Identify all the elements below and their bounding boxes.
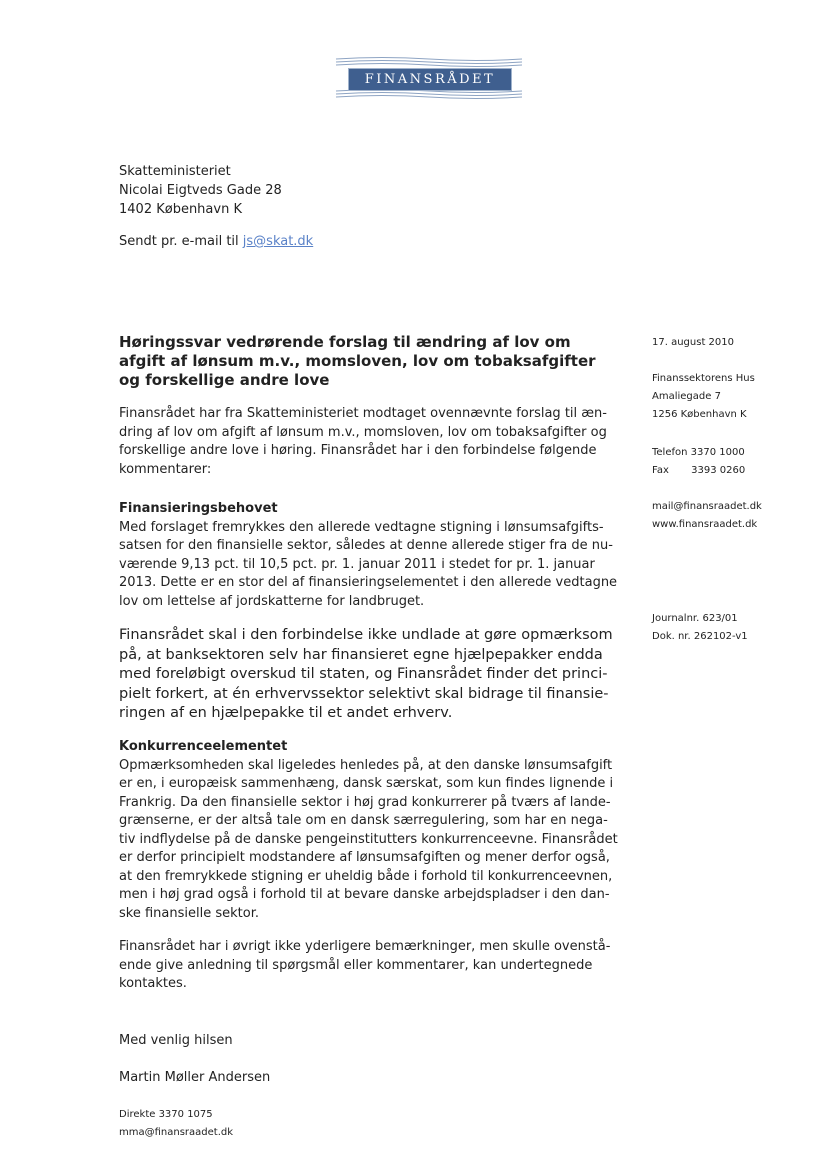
text-line: Finansrådet skal i den forbindelse ikke undlade at gøre opmærksom [119,627,613,643]
text-line: kontaktes. [119,976,187,991]
text-line: tiv indflydelse på de danske pengeinstitutters konkurrenceevne. Finansrådet [119,831,618,847]
letter-date: 17. august 2010 [652,337,734,348]
greeting: Med venlig hilsen [119,1033,233,1048]
section-konkurrenceelementet [119,738,619,923]
sender-website[interactable]: www.finansraadet.dk [652,519,758,530]
text-line: værende 9,13 pct. til 10,5 pct. pr. 1. januar 2011 i stedet for pr. 1. januar [119,556,595,572]
document-title [119,333,639,390]
recipient-email-link[interactable]: js@skat.dk [242,234,314,249]
text-line: at den fremrykkede stigning er uheldig både i forhold til konkurrenceevnen, [119,868,613,884]
text-line: dring af lov om afgift af lønsum m.v., momsloven, lov om tobaksafgifter og [119,424,607,440]
text-line: Opmærksomheden skal ligeledes henledes på, at den danske lønsumsafgift [119,757,613,773]
text-line: er en, i europæisk sammenhæng, dansk særskat, som kun findes lignende i [119,776,614,791]
recipient-line: Nicolai Eigtveds Gade 28 [119,183,282,198]
text-line: Frankrig. Da den finansielle sektor i høj grad konkurrerer på tværs af lande- [119,794,611,810]
sender-address-line: 1256 København K [652,409,747,420]
recipient-line: 1402 København K [119,202,242,217]
signatory-email[interactable]: mma@finansraadet.dk [119,1127,234,1138]
text-line: Finansrådet har i øvrigt ikke yderligere bemærkninger, men skulle ovenstå- [119,939,611,954]
text-line: Finansrådet har fra Skatteministeriet modtaget ovennævnte forslag til æn- [119,406,607,421]
intro-paragraph [119,405,619,479]
text-line: er derfor principielt modstandere af lønsumsafgiften og mener derfor også, [119,850,610,865]
paragraph-hjaelpepakker [119,626,619,724]
closing-paragraph [119,938,619,994]
title-line: Høringssvar vedrørende forslag til ændring af lov om [119,333,571,351]
finansraadet-logo [334,56,524,100]
sender-mail[interactable]: mail@finansraadet.dk [652,501,762,512]
text-line: på, at banksektoren selv har finansieret egne hjælpepakker endda [119,646,603,663]
text-line: ske finansielle sektor. [119,905,259,921]
section-finansieringsbehovet [119,500,619,611]
sent-via-prefix: Sendt pr. e-mail til [119,234,243,249]
text-line: Med forslaget fremrykkes den allerede vedtagne stigning i lønsumsafgifts- [119,519,604,535]
sender-phone: Telefon 3370 1000 [652,447,745,458]
sender-address [652,370,755,424]
text-line: kommentarer: [119,461,212,477]
text-line: lov om lettelse af jordskatterne for landbruget. [119,593,425,609]
signatory-contact [119,1106,233,1142]
title-line: afgift af lønsum m.v., momsloven, lov om tobaksafgifter [119,352,596,370]
title-line: og forskellige andre love [119,371,330,389]
recipient-address [119,162,282,219]
section-heading: Konkurrenceelementet [119,739,288,754]
document-references [652,610,748,646]
text-line: 2013. Dette er en stor del af finansieringselementet i den allerede vedtagne [119,575,618,590]
sent-via-line [119,234,313,249]
journal-number: Journalnr. 623/01 [652,613,738,624]
signatory-name: Martin Møller Andersen [119,1070,271,1085]
text-line: med foreløbigt overskud til staten, og Finansrådet finder det princi- [119,666,608,682]
logo-text: FINANSRÅDET [348,68,512,91]
sender-address-line: Amaliegade 7 [652,391,721,402]
text-line: satsen for den finansielle sektor, således at denne allerede stiger fra de nu- [119,538,613,553]
document-number: Dok. nr. 262102-v1 [652,631,748,642]
recipient-line: Skatteministeriet [119,164,231,179]
sender-address-line: Finanssektorens Hus [652,373,755,384]
text-line: forskellige andre love i høring. Finansrådet har i den forbindelse følgende [119,443,597,458]
text-line: pielt forkert, at én erhvervssektor selektivt skal bidrage til finansie- [119,685,609,702]
sender-fax: Fax 3393 0260 [652,465,746,476]
text-line: ringen af en hjælpepakke til et andet erhverv. [119,705,453,721]
sender-phone-fax [652,444,745,480]
text-line: ende give anledning til spørgsmål eller kommentarer, kan undertegnede [119,957,593,973]
section-heading: Finansieringsbehovet [119,501,278,516]
text-line: men i høj grad også i forhold til at bevare danske arbejdspladser i den dan- [119,887,610,902]
sender-online [652,498,762,534]
direct-phone: Direkte 3370 1075 [119,1109,213,1120]
text-line: grænserne, er der altså tale om en dansk særregulering, som har en nega- [119,813,608,828]
